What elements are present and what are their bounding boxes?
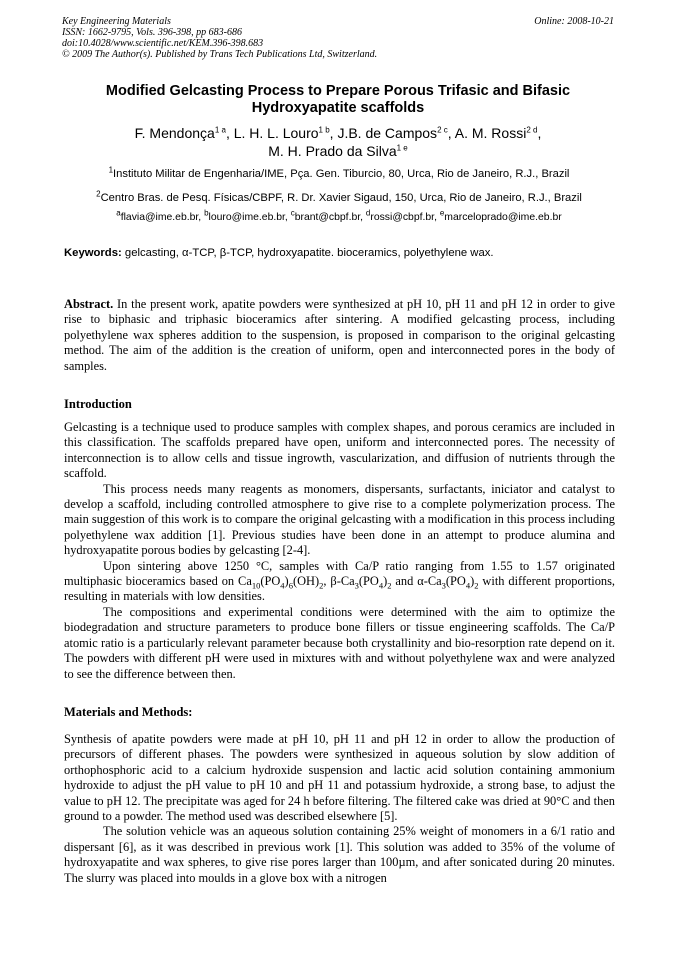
keywords-label: Keywords: xyxy=(64,247,122,259)
paragraph: This process needs many reagents as monomers, dispersants, surfactants, iniciator and catalyst to develop a scaffold, including controlled atmosphere to give rise to a complete polymerization process. The main suggestion of this work is to compare the original gelcasting with a modification in this process including polyethylene wax addition [1]. Previous studies have been done in an attempt to produce alumina and hydroxyapatite porous bodies by gelcasting [2-4]. xyxy=(64,481,615,558)
paragraph: The compositions and experimental conditions were determined with the aim to optimize the biodegradation and structure parameters to produce bone fillers or tissue engineering scaffolds. The Ca/P atomic ratio is a particularly relevant parameter because both crystallinity and bio-resorption rate depend on it. The powders with different pH were used in mixtures with and without polyethylene wax and were analyzed to see the difference between then. xyxy=(64,604,615,681)
affiliation-num: 1 xyxy=(108,165,114,175)
section-heading-introduction: Introduction xyxy=(64,397,132,411)
issn-line: ISSN: 1662-9795, Vols. 396-398, pp 683-686 xyxy=(62,27,242,38)
doi-line: doi:10.4028/www.scientific.net/KEM.396-398.683 xyxy=(62,38,264,49)
email-sup: a xyxy=(116,208,121,218)
author: J.B. de Campos xyxy=(337,125,438,141)
author-sup: 2 d xyxy=(526,125,538,135)
abstract-label: Abstract. xyxy=(64,297,114,311)
author-list: F. Mendonça$^{1 a}$, L. H. L. Louro$^{1 b}$, J.B. de Campos$^{2 c}$, A. M. Rossi$^{2 d}$, M. H. Prado da Silva$^{1 e}$ xyxy=(134,125,542,159)
author: F. Mendonça xyxy=(134,125,215,141)
author: L. H. L. Louro xyxy=(233,125,319,141)
title-line-2: Hydroxyapatite scaffolds xyxy=(251,100,425,116)
author-sup: 1 e xyxy=(396,143,408,153)
author: M. H. Prado da Silva xyxy=(268,143,397,159)
author: A. M. Rossi xyxy=(454,125,527,141)
title-line-1: Modified Gelcasting Process to Prepare Porous Trifasic and Bifasic xyxy=(105,83,571,99)
affiliation-1 xyxy=(40,167,638,181)
author-sup: 1 a xyxy=(214,125,226,135)
email-sup: d xyxy=(365,208,371,218)
author-sup: 2 c xyxy=(437,125,448,135)
online-date: Online: 2008-10-21 xyxy=(534,16,614,27)
email-sup: b xyxy=(204,208,209,218)
paragraph: Gelcasting is a technique used to produce samples with complex shapes, and porous ceramics are included in this classification. The scaffolds prepared have open, uniform and interconnected pores. The necessity of interconnection is to allow cells and tissue ingrowth, vascularization, and diffusion of nutrients through the scaffold. xyxy=(64,420,615,481)
email: rossi@cbpf.br xyxy=(370,212,435,223)
email: flavia@ime.eb.br xyxy=(120,212,199,223)
paper-title xyxy=(62,83,614,117)
affiliation-text: Centro Bras. de Pesq. Físicas/CBPF, R. Dr. Xavier Sigaud, 150, Urca, Rio de Janeiro, R.J., Brazil xyxy=(100,192,582,204)
journal-header xyxy=(62,16,614,60)
affiliation-num: 2 xyxy=(96,189,101,199)
affiliation-2 xyxy=(40,191,638,205)
paragraph: The solution vehicle was an aqueous solution containing 25% weight of monomers in a 6/1 ratio and dispersant [6], as it was described in previous work [1]. This solution was added to 35% of the volume of hydroxyapatite and wax spheres, to give rise pores larger than 100µm, and after sonicated during 20 minutes. The slurry was placed into moulds in a glove box with a nitrogen xyxy=(64,824,615,885)
introduction-body xyxy=(64,420,615,682)
email-sup: c xyxy=(290,208,295,218)
email-list: $^a$flavia@ime.eb.br, $^b$louro@ime.eb.br, $^c$brant@cbpf.br, $^d$rossi@cbpf.br, $^e$marceloprado@ime.eb.br xyxy=(116,208,562,223)
copyright-line: © 2009 The Author(s). Published by Trans Tech Publications Ltd, Switzerland. xyxy=(62,49,378,60)
abstract xyxy=(64,297,615,374)
methods-body xyxy=(64,732,615,886)
paragraph: Upon sintering above 1250 °C, samples with Ca/P ratio ranging from 1.55 to 1.57 originated multiphasic bioceramics based on $Ca_{10}(PO_4)_6(OH)_2$, $\beta-Ca_3(PO_4)_2$ and $\alpha-Ca_3(PO_4)_2$ with different proportions, resulting in materials with low densities. xyxy=(64,558,616,604)
email-sup: e xyxy=(439,208,445,218)
email: brant@cbpf.br xyxy=(294,212,361,223)
paragraph: Synthesis of apatite powders were made at pH 10, pH 11 and pH 12 in order to allow the production of precursors of different phases. The powders were synthesized in aqueous solution by slow addition of orthophosphoric acid to a calcium hydroxide suspension and lactic acid solution containing ammonium hydroxide to adjust the pH value to pH 10 and pH 11 and potassium hydroxide, a strong base, to adjust the value to pH 12. The precipitate was aged for 24 h before filtering. The filtered cake was dried at 90°C and then ground to a powder. The method used was described elsewhere [5]. xyxy=(64,732,615,824)
email: marceloprado@ime.eb.br xyxy=(444,212,562,223)
author-sup: 1 b xyxy=(318,125,330,135)
section-heading-methods: Materials and Methods: xyxy=(64,705,193,719)
keywords xyxy=(64,246,616,260)
journal-name: Key Engineering Materials xyxy=(62,16,171,27)
affiliation-text: Instituto Militar de Engenharia/IME, Pça. Gen. Tiburcio, 80, Urca, Rio de Janeiro, R.J., Brazil xyxy=(113,168,570,180)
abstract-text: In the present work, apatite powders were synthesized at pH 10, pH 11 and pH 12 in order to give rise to biphasic and triphasic bioceramics after sintering. A modified gelcasting process, including polyethylene wax spheres addition to the suspension, is proposed in comparison to the original gelcasting method. The aim of the addition is the creation of uniform, open and interconnected pores in the body of samples. xyxy=(64,297,615,373)
keywords-text: gelcasting, α-TCP, β-TCP, hydroxyapatite. bioceramics, polyethylene wax. xyxy=(124,247,494,259)
email: louro@ime.eb.br xyxy=(208,212,285,223)
